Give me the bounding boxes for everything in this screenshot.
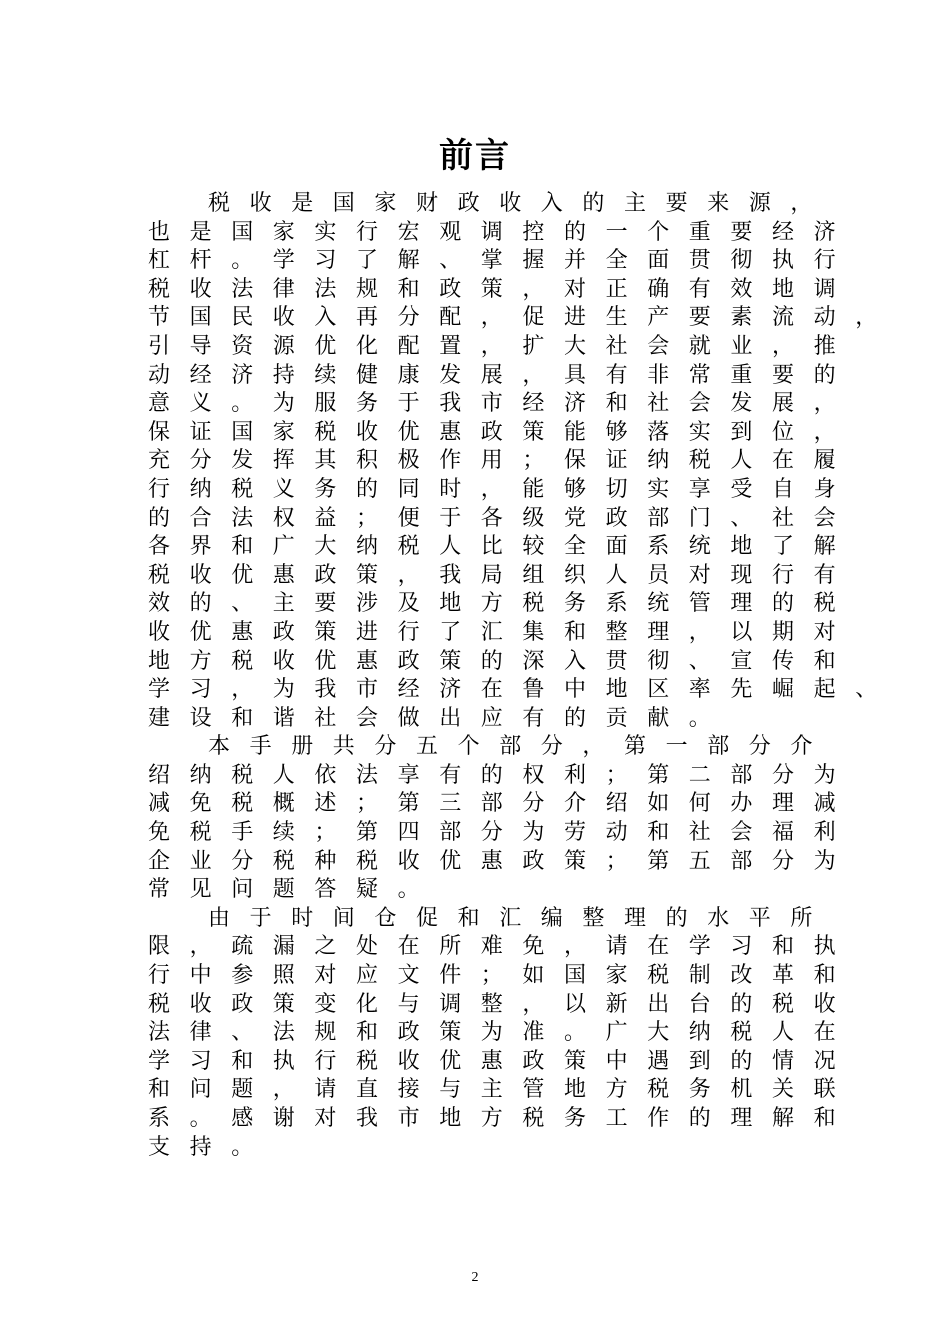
text-line: 税收优惠政策，我局组织人员对现行有: [148, 562, 856, 588]
text-line: 税收法律法规和政策，对正确有效地调: [148, 276, 856, 302]
text-line: 意义。为服务于我市经济和社会发展，: [148, 391, 856, 417]
text-line: 杠杆。学习了解、掌握并全面贯彻执行: [148, 248, 856, 274]
page-title: 前言: [439, 136, 511, 176]
text-line: 效的、主要涉及地方税务系统管理的税: [148, 591, 856, 617]
text-line: 绍纳税人依法享有的权利；第二部分为: [148, 762, 856, 788]
text-line: 和问题，请直接与主管地方税务机关联: [148, 1077, 856, 1103]
text-line: 免税手续；第四部分为劳动和社会福利: [148, 820, 856, 846]
text-line: 也是国家实行宏观调控的一个重要经济: [148, 219, 856, 245]
paragraph-1: [148, 190, 897, 733]
paragraph-3: [148, 905, 856, 1162]
text-line: 各界和广大纳税人比较全面系统地了解: [148, 534, 856, 560]
text-line: 税收政策变化与调整，以新出台的税收: [148, 991, 856, 1017]
text-line: 减免税概述；第三部分介绍如何办理减: [148, 791, 856, 817]
page-number: 2: [471, 1270, 479, 1285]
text-line: 节国民收入再分配，促进生产要素流动，: [148, 305, 897, 331]
text-line: 充分发挥其积极作用；保证纳税人在履: [148, 448, 856, 474]
text-line: 支持。: [148, 1134, 273, 1160]
text-line: 地方税收优惠政策的深入贯彻、宣传和: [148, 648, 856, 674]
text-line: 税收是国家财政收入的主要来源，: [208, 191, 833, 216]
paragraph-2: [148, 733, 856, 905]
text-line: 引导资源优化配置，扩大社会就业，推: [148, 333, 856, 359]
text-line: 保证国家税收优惠政策能够落实到位，: [148, 419, 856, 445]
text-line: 系。感谢对我市地方税务工作的理解和: [148, 1106, 856, 1131]
text-line: 限，疏漏之处在所难免，请在学习和执: [148, 934, 856, 960]
text-line: 行纳税义务的同时，能够切实享受自身: [148, 476, 856, 502]
text-line: 动经济持续健康发展，具有非常重要的: [148, 362, 856, 388]
text-line: 企业分税种税收优惠政策；第五部分为: [148, 848, 856, 874]
body-text: [148, 190, 897, 1162]
text-line: 收优惠政策进行了汇集和整理，以期对: [148, 619, 856, 645]
text-line: 本手册共分五个部分，第一部分介: [208, 734, 833, 760]
text-line: 法律、法规和政策为准。广大纳税人在: [148, 1020, 856, 1046]
text-line: 学习和执行税收优惠政策中遇到的情况: [148, 1048, 856, 1074]
text-line: 建设和谐社会做出应有的贡献。: [148, 705, 731, 731]
text-line: 常见问题答疑。: [148, 877, 440, 903]
text-line: 学习，为我市经济在鲁中地区率先崛起、: [148, 677, 897, 703]
text-line: 的合法权益；便于各级党政部门、社会: [148, 505, 856, 531]
text-line: 由于时间仓促和汇编整理的水平所: [208, 905, 833, 931]
text-line: 行中参照对应文件；如国家税制改革和: [148, 963, 856, 989]
